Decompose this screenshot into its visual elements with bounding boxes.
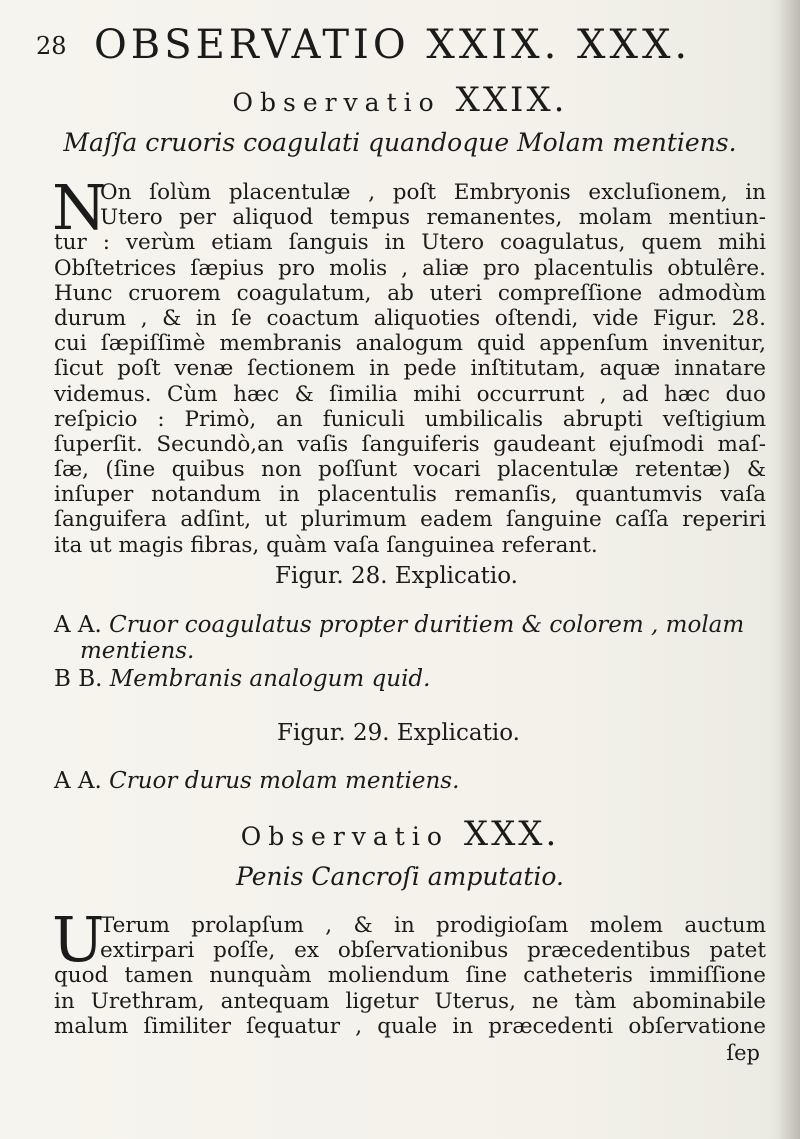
body-line: tur : verùm etiam ſanguis in Utero coagulatus, quem mihi xyxy=(54,230,766,256)
body-line: videmus. Cùm hæc & ſimilia mihi occurrunt , ad hæc duo xyxy=(54,381,766,407)
body-line: in Urethram, antequam ligetur Uterus, ne tàm abominabile xyxy=(54,988,766,1014)
observatio-30-subtitle: Penis Cancroſi amputatio. xyxy=(236,862,564,891)
page-edge-shadow xyxy=(778,0,800,1139)
observatio-29-heading-numeral: XXIX. xyxy=(455,80,568,120)
body-line: durum , & in ſe coactum aliquoties oſtendi, vide Figur. 28. xyxy=(54,305,766,331)
body-line: cui ſæpiſſimè membranis analogum quid appenſum invenitur, xyxy=(54,331,766,357)
item-label: A A. xyxy=(54,768,102,794)
body-line: Utero per aliquod tempus remanentes, molam mentiun- xyxy=(100,205,766,231)
item-description: Cruor coagulatus propter duritiem & colorem , molam xyxy=(109,612,745,638)
body-line: malum ſimiliter ſequatur , quale in præcedenti obſervatione xyxy=(54,1013,766,1039)
item-description: Cruor durus molam mentiens. xyxy=(109,768,460,794)
body-line: ita ut magis fibras, quàm vaſa ſanguinea referant. xyxy=(54,532,598,558)
observatio-29-subtitle: Maſſa cruoris coagulati quandoque Molam mentiens. xyxy=(63,128,737,157)
body-line: Terum prolapſum , & in prodigioſam molem auctum xyxy=(100,913,766,938)
observatio-30-heading xyxy=(0,814,800,854)
item-label: A A. xyxy=(54,612,102,638)
observatio-29-drop-cap: N xyxy=(52,171,107,244)
figur-28-item-aa-continuation: mentiens. xyxy=(80,638,195,664)
observatio-30-body xyxy=(54,913,766,1039)
running-head-title: OBSERVATIO XXIX. XXX. xyxy=(94,22,692,68)
observatio-30-drop-cap: U xyxy=(52,903,105,976)
observatio-29-heading xyxy=(0,80,800,120)
body-line: ſæ, (ſine quibus non poſſunt vocari placentulæ retentæ) & xyxy=(54,457,766,483)
body-line: On ſolùm placentulæ , poſt Embryonis excluſionem, in xyxy=(100,180,766,205)
running-head xyxy=(36,22,776,68)
body-line: extirpari poſſe, ex obſervationibus præcedentibus patet xyxy=(100,938,766,964)
figur-28-item-aa xyxy=(54,612,744,638)
body-line: ſanguifera adſint, ut plurimum eadem ſanguine caſſa reperiri xyxy=(54,507,766,533)
body-line: Obſtetrices ſæpius pro molis , aliæ pro placentulis obtulêre. xyxy=(54,255,766,281)
observatio-29-body xyxy=(54,180,766,558)
page-number: 28 xyxy=(36,32,67,60)
body-line: ſuperſit. Secundò,an vaſis ſanguiferis gaudeant ejuſmodi maſ- xyxy=(54,431,766,457)
body-line: Hunc cruorem coagulatum, ab uteri compreſſione admodùm xyxy=(54,280,766,306)
body-line: reſpicio : Primò, an funiculi umbilicalis abrupti veſtigium xyxy=(54,406,766,432)
body-line: ſicut poſt venæ ſectionem in pede inſtitutam, aquæ innatare xyxy=(54,356,766,382)
body-line: quod tamen nunquàm moliendum ſine catheteris immiſſione xyxy=(54,963,766,989)
catchword: ſep xyxy=(726,1041,760,1065)
item-label: B B. xyxy=(54,666,103,692)
observatio-29-heading-prefix: Observatio xyxy=(232,88,441,117)
observatio-30-heading-prefix: Observatio xyxy=(240,822,449,851)
body-line: inſuper notandum in placentulis remanſis, quantumvis vaſa xyxy=(54,482,766,508)
item-description: Membranis analogum quid. xyxy=(109,666,431,692)
figur-29-heading: Figur. 29. Explicatio. xyxy=(277,720,520,746)
observatio-30-heading-numeral: XXX. xyxy=(463,814,560,854)
figur-28-heading: Figur. 28. Explicatio. xyxy=(275,563,518,589)
figur-28-item-bb xyxy=(54,666,430,692)
figur-29-item-aa xyxy=(54,768,459,794)
